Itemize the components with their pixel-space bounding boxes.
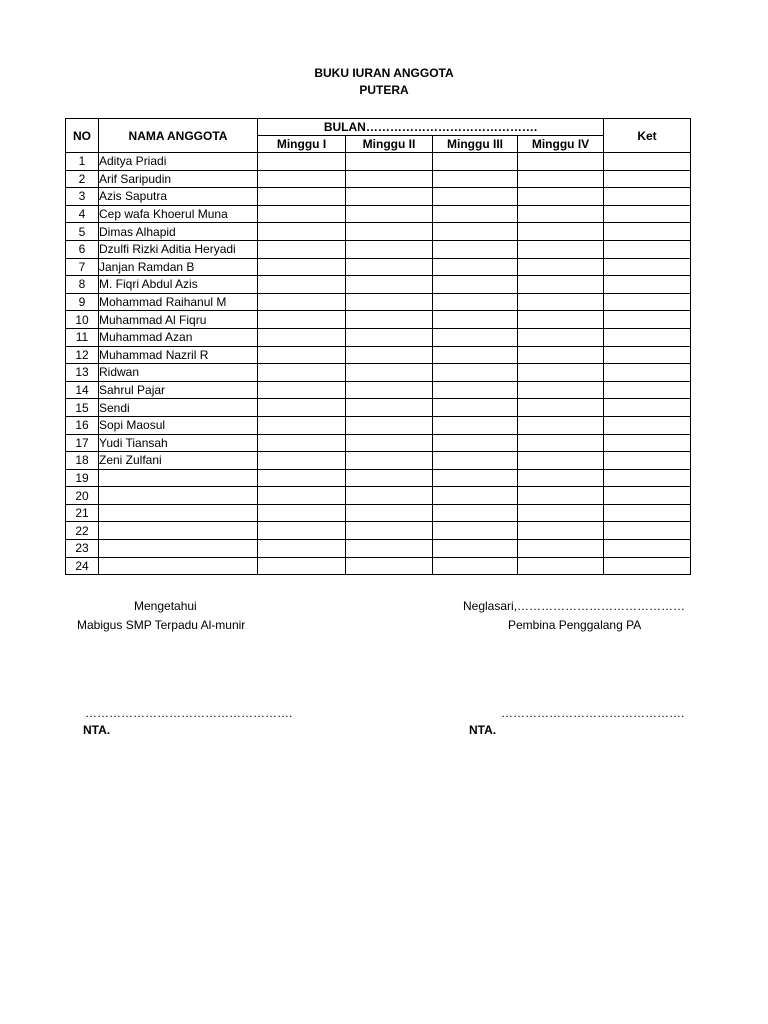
table-body [66, 153, 691, 575]
row-number: 15 [66, 399, 99, 417]
row-number: 18 [66, 452, 99, 470]
week-3-cell [433, 223, 518, 241]
table-row [66, 328, 691, 346]
week-1-cell [258, 346, 346, 364]
week-3-cell [433, 452, 518, 470]
ket-cell [604, 223, 691, 241]
week-1-cell [258, 188, 346, 206]
week-4-cell [518, 452, 604, 470]
week-1-cell [258, 364, 346, 382]
week-4-cell [518, 205, 604, 223]
row-number: 11 [66, 328, 99, 346]
week-2-cell [346, 205, 433, 223]
week-4-cell [518, 469, 604, 487]
week-1-cell [258, 399, 346, 417]
week-1-cell [258, 504, 346, 522]
member-name: Dimas Alhapid [99, 223, 258, 241]
row-number: 2 [66, 170, 99, 188]
table-row [66, 311, 691, 329]
week-3-cell [433, 522, 518, 540]
row-number: 7 [66, 258, 99, 276]
week-2-cell [346, 311, 433, 329]
week-4-cell [518, 223, 604, 241]
member-name: Azis Saputra [99, 188, 258, 206]
member-name: Zeni Zulfani [99, 452, 258, 470]
header-week-1: Minggu I [258, 136, 346, 153]
member-name: Sendi [99, 399, 258, 417]
week-2-cell [346, 504, 433, 522]
member-name [99, 469, 258, 487]
week-4-cell [518, 311, 604, 329]
ket-cell [604, 258, 691, 276]
week-2-cell [346, 170, 433, 188]
row-number: 8 [66, 276, 99, 294]
table-row [66, 522, 691, 540]
ket-cell [604, 434, 691, 452]
week-2-cell [346, 346, 433, 364]
week-3-cell [433, 205, 518, 223]
week-1-cell [258, 276, 346, 294]
ket-cell [604, 188, 691, 206]
table-row [66, 188, 691, 206]
table-row [66, 399, 691, 417]
left-nta-label: NTA. [83, 723, 111, 737]
week-2-cell [346, 240, 433, 258]
week-1-cell [258, 258, 346, 276]
week-2-cell [346, 434, 433, 452]
week-4-cell [518, 399, 604, 417]
week-4-cell [518, 364, 604, 382]
member-name [99, 557, 258, 575]
row-number: 24 [66, 557, 99, 575]
pembina-label: Pembina Penggalang PA [508, 618, 642, 632]
week-4-cell [518, 293, 604, 311]
table-row [66, 346, 691, 364]
week-3-cell [433, 153, 518, 171]
week-3-cell [433, 504, 518, 522]
ket-cell [604, 469, 691, 487]
ket-cell [604, 153, 691, 171]
week-2-cell [346, 522, 433, 540]
mabigus-label: Mabigus SMP Terpadu Al-munir [77, 618, 246, 632]
week-4-cell [518, 557, 604, 575]
week-2-cell [346, 328, 433, 346]
week-2-cell [346, 469, 433, 487]
row-number: 13 [66, 364, 99, 382]
row-number: 16 [66, 416, 99, 434]
row-number: 4 [66, 205, 99, 223]
header-week-4: Minggu IV [518, 136, 604, 153]
row-number: 9 [66, 293, 99, 311]
row-number: 23 [66, 540, 99, 558]
week-4-cell [518, 153, 604, 171]
week-4-cell [518, 434, 604, 452]
ket-cell [604, 293, 691, 311]
week-2-cell [346, 416, 433, 434]
ket-cell [604, 381, 691, 399]
week-1-cell [258, 293, 346, 311]
table-row [66, 223, 691, 241]
row-number: 10 [66, 311, 99, 329]
row-number: 19 [66, 469, 99, 487]
week-1-cell [258, 223, 346, 241]
table-row [66, 293, 691, 311]
member-name: Mohammad Raihanul M [99, 293, 258, 311]
table-row [66, 381, 691, 399]
table-row [66, 487, 691, 505]
week-4-cell [518, 258, 604, 276]
header-bulan: BULAN……………………………………. [258, 119, 604, 136]
week-4-cell [518, 416, 604, 434]
week-3-cell [433, 399, 518, 417]
week-1-cell [258, 487, 346, 505]
week-2-cell [346, 223, 433, 241]
week-2-cell [346, 153, 433, 171]
week-3-cell [433, 434, 518, 452]
ket-cell [604, 276, 691, 294]
week-4-cell [518, 381, 604, 399]
member-name: Yudi Tiansah [99, 434, 258, 452]
row-number: 22 [66, 522, 99, 540]
week-1-cell [258, 240, 346, 258]
week-2-cell [346, 540, 433, 558]
row-number: 14 [66, 381, 99, 399]
week-4-cell [518, 188, 604, 206]
week-4-cell [518, 522, 604, 540]
table-row [66, 540, 691, 558]
week-3-cell [433, 416, 518, 434]
member-name: M. Fiqri Abdul Azis [99, 276, 258, 294]
document-subtitle: PUTERA [359, 83, 409, 97]
right-signature-line: ………………………………………. [501, 706, 685, 720]
week-3-cell [433, 293, 518, 311]
header-week-3: Minggu III [433, 136, 518, 153]
left-signature-line: ……………………………………………. [85, 706, 293, 720]
week-1-cell [258, 416, 346, 434]
week-2-cell [346, 557, 433, 575]
week-3-cell [433, 276, 518, 294]
week-3-cell [433, 258, 518, 276]
week-2-cell [346, 258, 433, 276]
week-4-cell [518, 170, 604, 188]
week-3-cell [433, 364, 518, 382]
ket-cell [604, 504, 691, 522]
week-2-cell [346, 452, 433, 470]
ket-cell [604, 416, 691, 434]
ket-cell [604, 399, 691, 417]
table-row [66, 240, 691, 258]
week-1-cell [258, 557, 346, 575]
member-name [99, 540, 258, 558]
week-3-cell [433, 188, 518, 206]
document-title: BUKU IURAN ANGGOTA [314, 66, 454, 80]
week-2-cell [346, 381, 433, 399]
table-row [66, 504, 691, 522]
week-1-cell [258, 452, 346, 470]
table-row [66, 557, 691, 575]
week-4-cell [518, 504, 604, 522]
row-number: 5 [66, 223, 99, 241]
ket-cell [604, 240, 691, 258]
week-2-cell [346, 188, 433, 206]
week-2-cell [346, 276, 433, 294]
row-number: 3 [66, 188, 99, 206]
week-3-cell [433, 487, 518, 505]
header-name: NAMA ANGGOTA [99, 119, 258, 153]
week-2-cell [346, 293, 433, 311]
week-2-cell [346, 487, 433, 505]
week-1-cell [258, 469, 346, 487]
member-name [99, 487, 258, 505]
ket-cell [604, 170, 691, 188]
ket-cell [604, 311, 691, 329]
right-nta-label: NTA. [469, 723, 497, 737]
member-name: Sahrul Pajar [99, 381, 258, 399]
member-name: Dzulfi Rizki Aditia Heryadi [99, 240, 258, 258]
member-name: Arif Saripudin [99, 170, 258, 188]
ket-cell [604, 328, 691, 346]
week-1-cell [258, 381, 346, 399]
row-number: 20 [66, 487, 99, 505]
week-4-cell [518, 276, 604, 294]
row-number: 21 [66, 504, 99, 522]
table-row [66, 170, 691, 188]
member-name [99, 504, 258, 522]
week-3-cell [433, 346, 518, 364]
week-4-cell [518, 487, 604, 505]
week-3-cell [433, 240, 518, 258]
member-name: Muhammad Al Fiqru [99, 311, 258, 329]
row-number: 12 [66, 346, 99, 364]
ket-cell [604, 346, 691, 364]
week-3-cell [433, 311, 518, 329]
table-row [66, 205, 691, 223]
member-name: Cep wafa Khoerul Muna [99, 205, 258, 223]
header-no: NO [66, 119, 99, 153]
table-row [66, 469, 691, 487]
row-number: 17 [66, 434, 99, 452]
week-4-cell [518, 328, 604, 346]
member-name: Muhammad Azan [99, 328, 258, 346]
ket-cell [604, 452, 691, 470]
table-row [66, 258, 691, 276]
ket-cell [604, 522, 691, 540]
ket-cell [604, 540, 691, 558]
ket-cell [604, 364, 691, 382]
header-week-2: Minggu II [346, 136, 433, 153]
week-2-cell [346, 399, 433, 417]
member-name: Janjan Ramdan B [99, 258, 258, 276]
week-4-cell [518, 240, 604, 258]
table-row [66, 434, 691, 452]
ket-cell [604, 487, 691, 505]
week-4-cell [518, 540, 604, 558]
week-2-cell [346, 364, 433, 382]
week-3-cell [433, 381, 518, 399]
row-number: 6 [66, 240, 99, 258]
table-row [66, 276, 691, 294]
table-row [66, 153, 691, 171]
acknowledged-label: Mengetahui [134, 599, 197, 613]
week-1-cell [258, 434, 346, 452]
week-1-cell [258, 153, 346, 171]
week-1-cell [258, 522, 346, 540]
member-name: Ridwan [99, 364, 258, 382]
member-name: Sopi Maosul [99, 416, 258, 434]
ket-cell [604, 205, 691, 223]
week-3-cell [433, 328, 518, 346]
table-row [66, 416, 691, 434]
week-4-cell [518, 346, 604, 364]
place-date-label: Neglasari,…………………………………… [463, 599, 686, 613]
week-1-cell [258, 328, 346, 346]
table-row [66, 364, 691, 382]
ket-cell [604, 557, 691, 575]
member-name: Muhammad Nazril R [99, 346, 258, 364]
week-3-cell [433, 170, 518, 188]
week-3-cell [433, 469, 518, 487]
table-row [66, 452, 691, 470]
row-number: 1 [66, 153, 99, 171]
week-1-cell [258, 170, 346, 188]
week-1-cell [258, 540, 346, 558]
week-1-cell [258, 205, 346, 223]
member-name: Aditya Priadi [99, 153, 258, 171]
week-3-cell [433, 540, 518, 558]
week-1-cell [258, 311, 346, 329]
header-ket: Ket [604, 119, 691, 153]
dues-table [65, 118, 691, 575]
member-name [99, 522, 258, 540]
week-3-cell [433, 557, 518, 575]
